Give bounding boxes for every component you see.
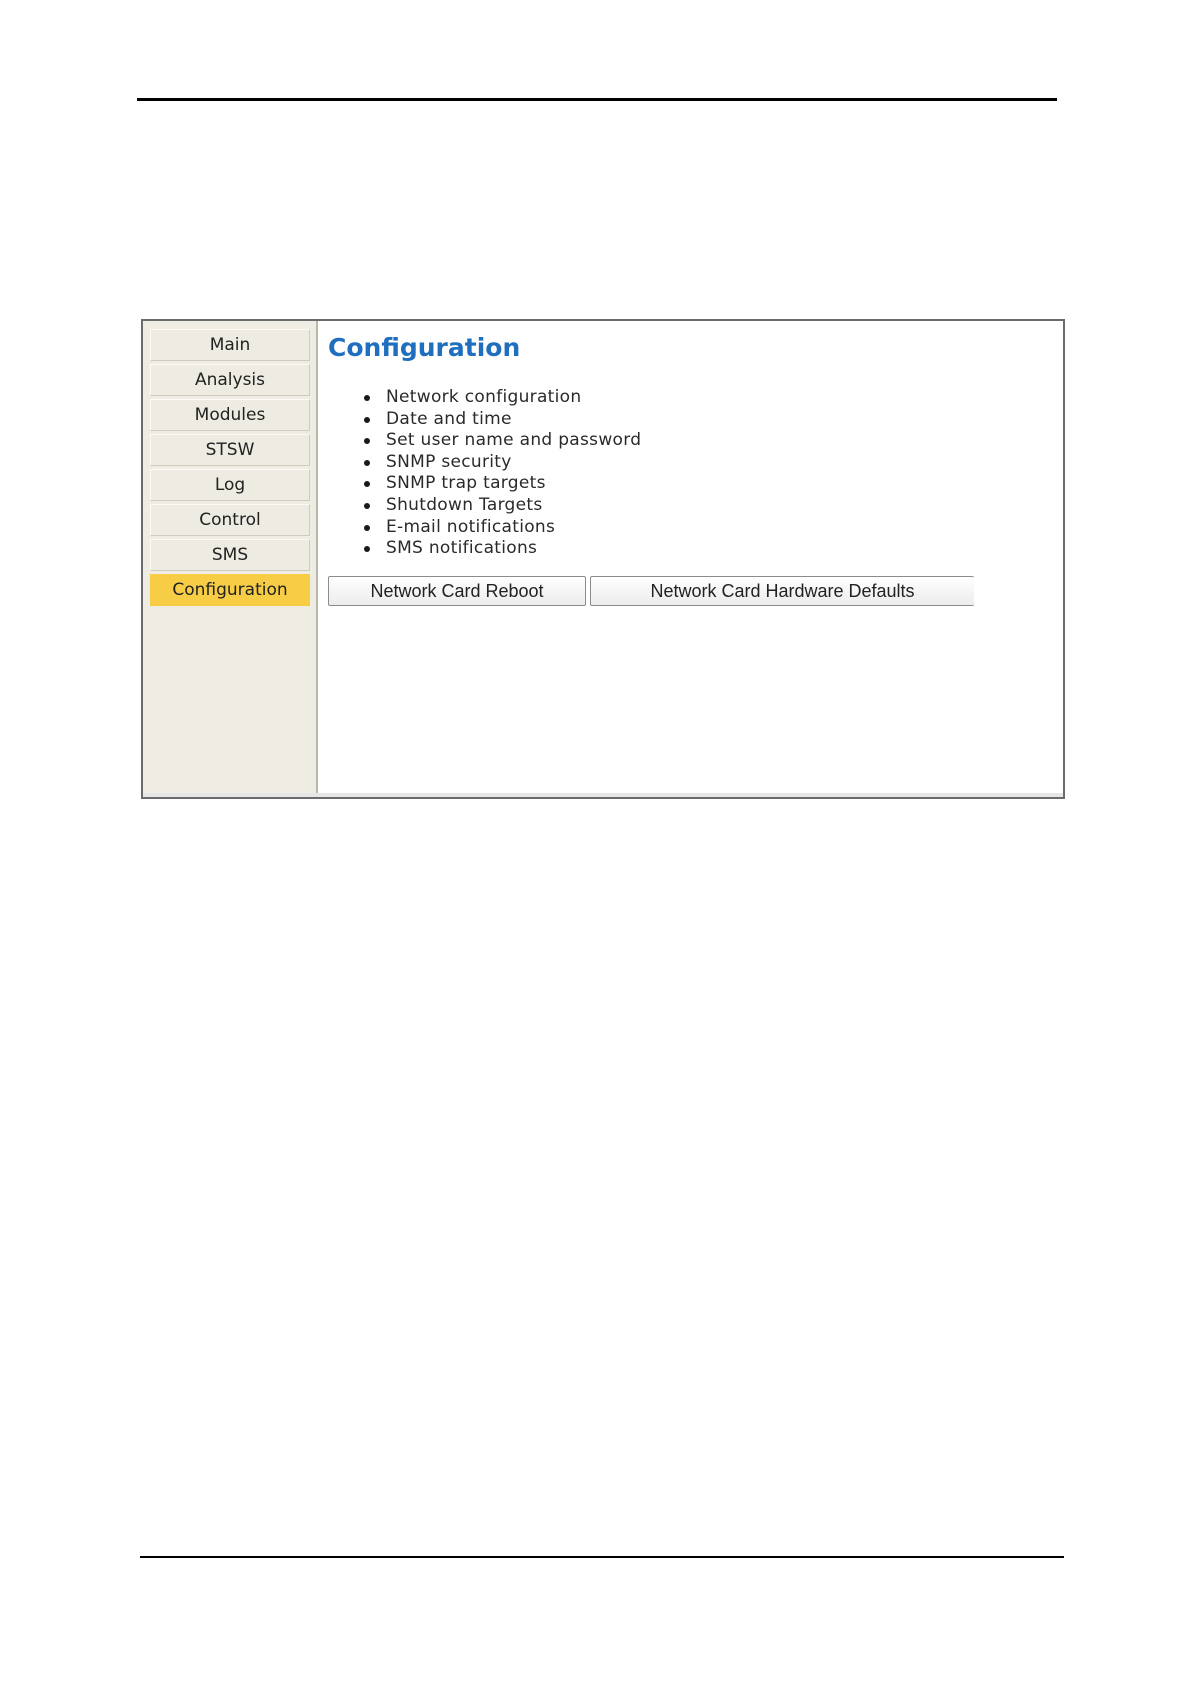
sidebar-item-stsw[interactable]: STSW: [150, 434, 310, 466]
sidebar-item-control[interactable]: Control: [150, 504, 310, 536]
action-button-row: [328, 576, 1063, 606]
link-sms-notifications[interactable]: [362, 538, 1063, 560]
link-user-name-password[interactable]: [362, 430, 1063, 452]
configuration-link-list: [328, 387, 1063, 560]
web-ui-screenshot: [141, 319, 1065, 799]
main-content: [318, 321, 1063, 797]
link-label: E-mail notifications: [386, 516, 556, 537]
link-label: SNMP trap targets: [386, 473, 546, 494]
link-label: SMS notifications: [386, 538, 538, 559]
sidebar-item-sms[interactable]: SMS: [150, 539, 310, 571]
link-network-configuration[interactable]: [362, 387, 1063, 409]
network-card-reboot-button[interactable]: Network Card Reboot: [328, 576, 586, 606]
link-label: SNMP security: [386, 451, 512, 472]
page-top-rule: [137, 98, 1057, 101]
sidebar-nav: [143, 321, 318, 797]
link-snmp-trap-targets[interactable]: [362, 473, 1063, 495]
bullet-icon: [364, 481, 370, 487]
bullet-icon: [364, 395, 370, 401]
sidebar-item-main[interactable]: Main: [150, 329, 310, 361]
link-label: Shutdown Targets: [386, 494, 543, 515]
link-email-notifications[interactable]: [362, 517, 1063, 539]
bullet-icon: [364, 546, 370, 552]
link-snmp-security[interactable]: [362, 452, 1063, 474]
link-shutdown-targets[interactable]: [362, 495, 1063, 517]
link-label: Set user name and password: [386, 430, 642, 451]
bullet-icon: [364, 525, 370, 531]
bullet-icon: [364, 417, 370, 423]
bullet-icon: [364, 438, 370, 444]
link-label: Network configuration: [386, 387, 582, 407]
bullet-icon: [364, 503, 370, 509]
sidebar-item-modules[interactable]: Modules: [150, 399, 310, 431]
page-title: Configuration: [328, 333, 521, 362]
link-date-and-time[interactable]: [362, 409, 1063, 431]
sidebar-item-analysis[interactable]: Analysis: [150, 364, 310, 396]
sidebar-item-log[interactable]: Log: [150, 469, 310, 501]
link-label: Date and time: [386, 408, 512, 429]
bullet-icon: [364, 460, 370, 466]
window-bottom-edge: [143, 793, 1063, 797]
sidebar-item-configuration[interactable]: Configuration: [150, 574, 310, 606]
network-card-hardware-defaults-button[interactable]: Network Card Hardware Defaults: [590, 576, 974, 606]
page-bottom-rule: [140, 1556, 1064, 1558]
